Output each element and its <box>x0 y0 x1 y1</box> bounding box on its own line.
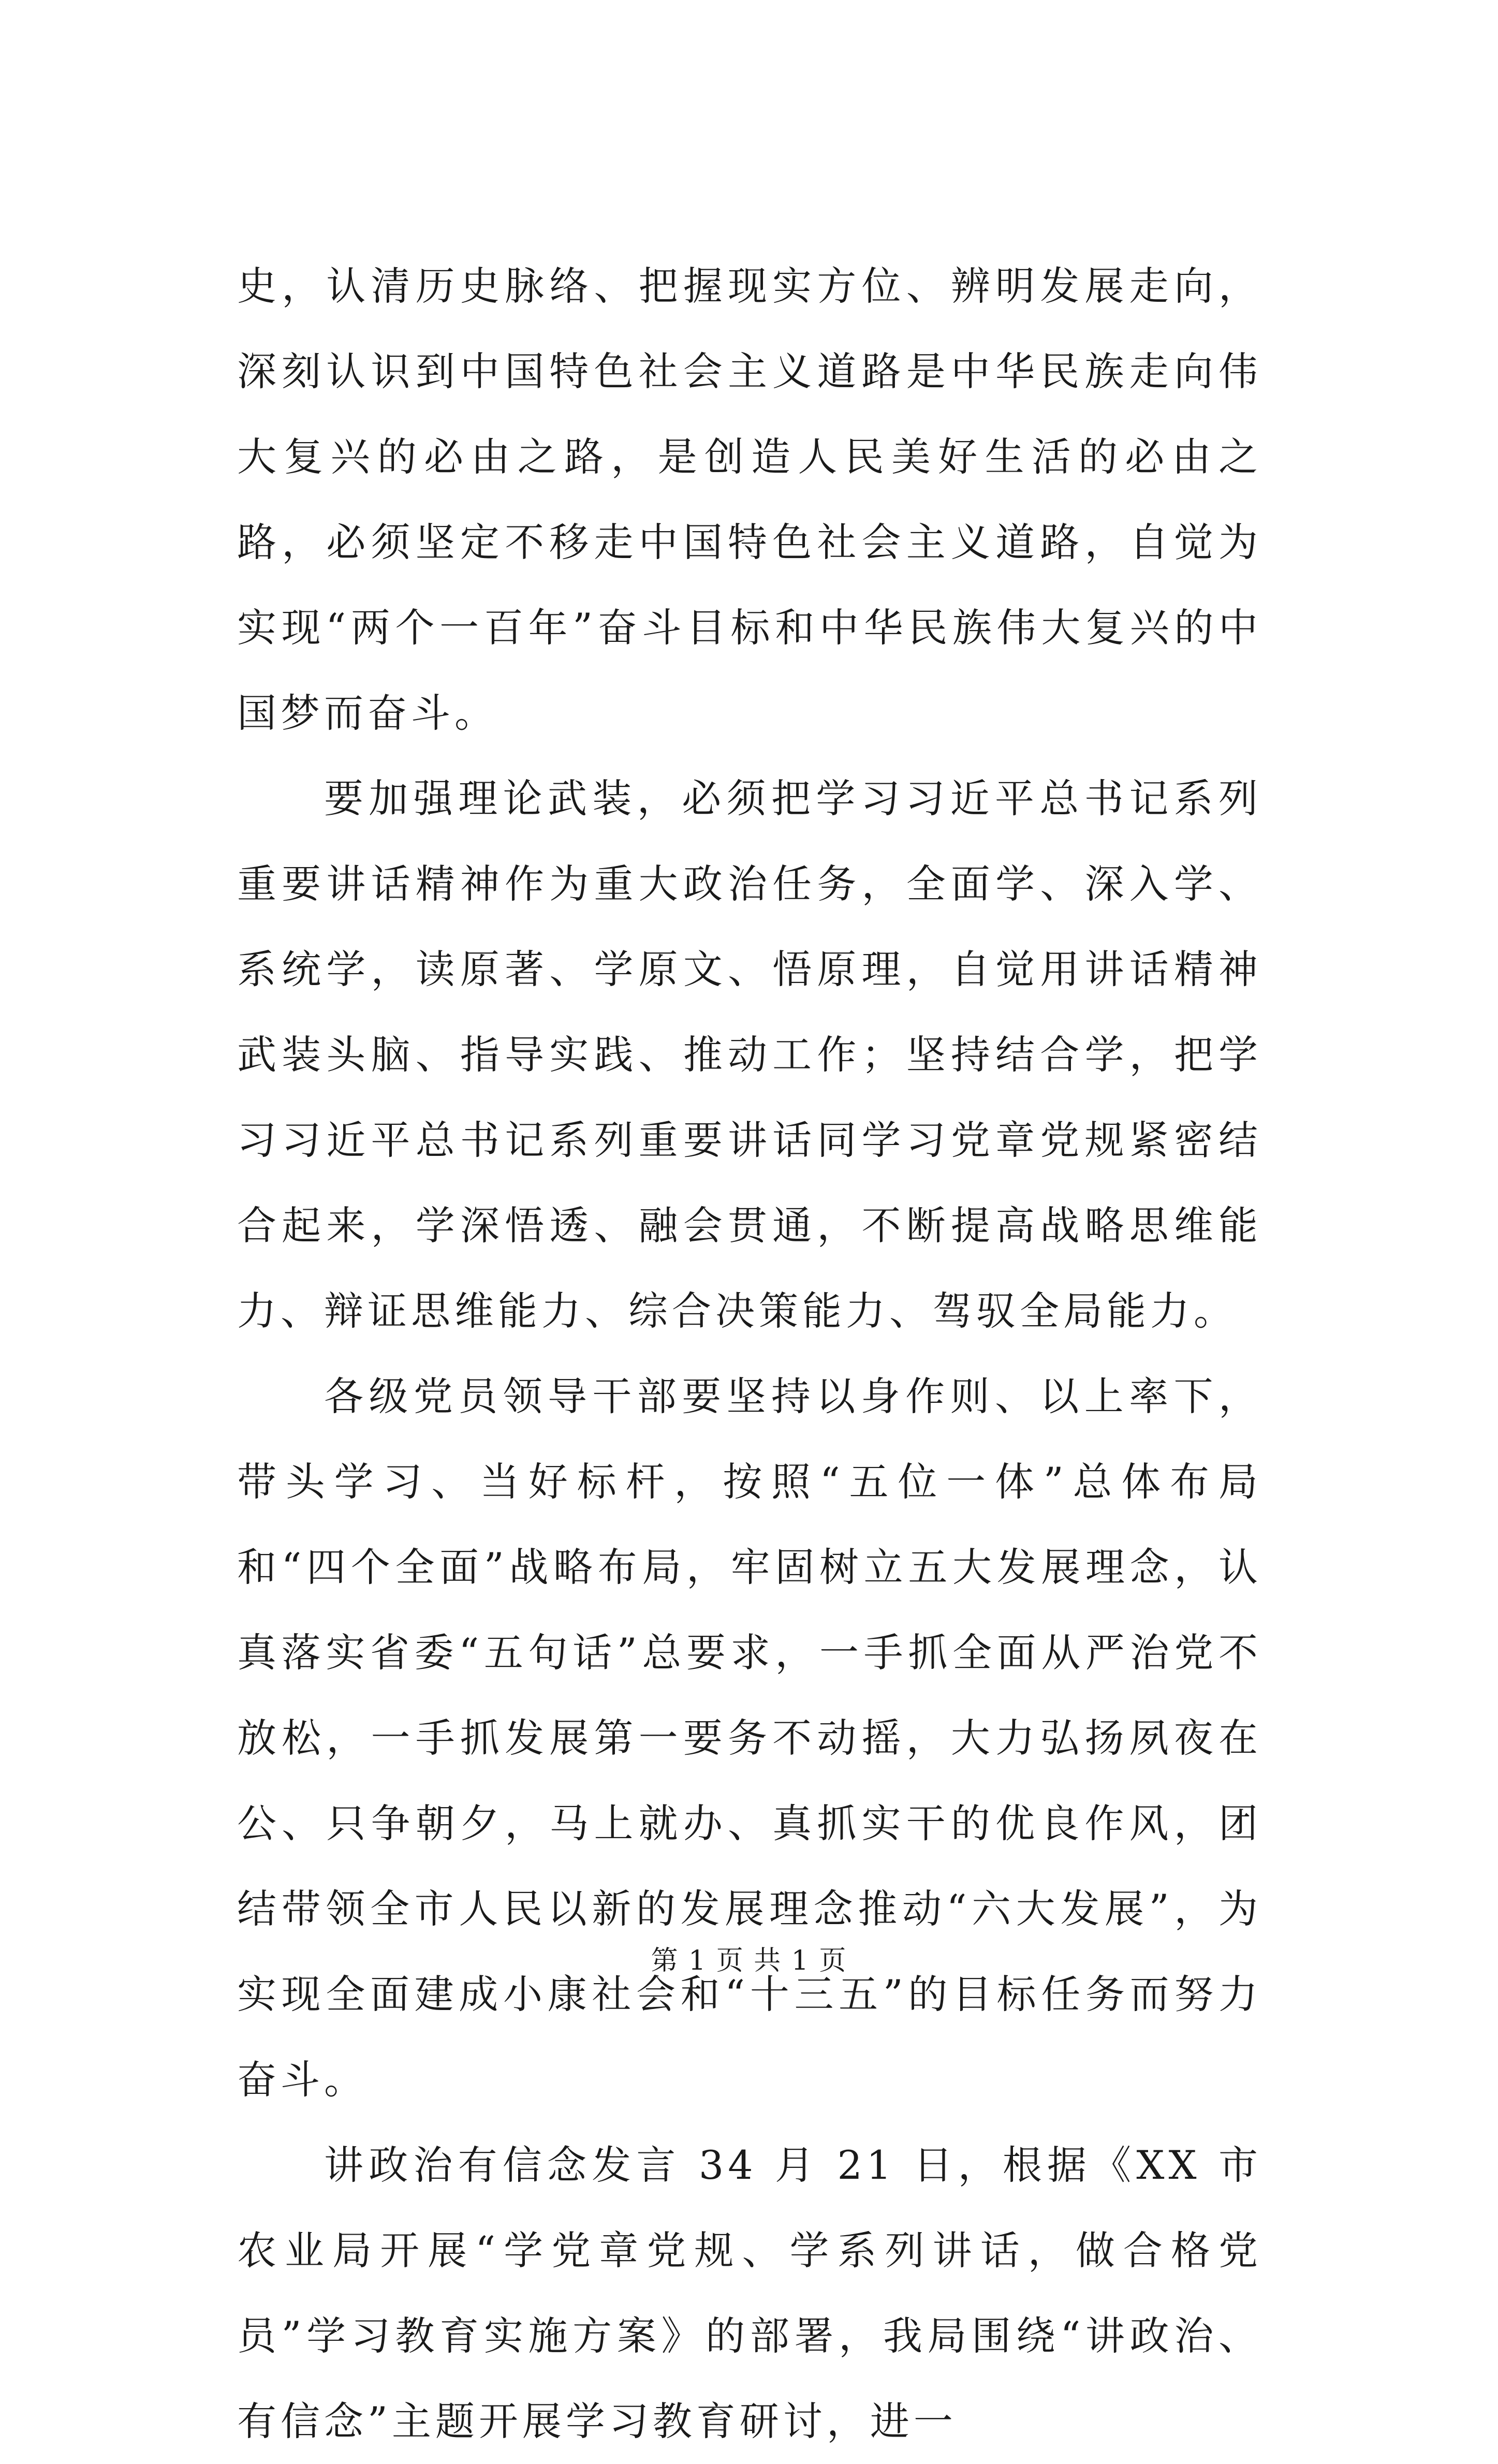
document-body <box>237 243 1262 2464</box>
paragraph-theory-study: 要加强理论武装，必须把学习习近平总书记系列重要讲话精神作为重大政治任务，全面学、深入学、系统学，读原著、学原文、悟原理，自觉用讲话精神武装头脑、指导实践、推动工作；坚持结合学，把学习习近平总书记系列重要讲话同学习党章党规紧密结合起来，学深悟透、融会贯通，不断提高战略思维能力、辩证思维能力、综合决策能力、驾驭全局能力。 <box>237 775 1262 1334</box>
page-footer: 第 1 页 共 1 页 <box>651 1945 847 1976</box>
paragraph-leadership: 各级党员领导干部要坚持以身作则、以上率下，带头学习、当好标杆，按照“五位一体”总体布局和“四个全面”战略布局，牢固树立五大发展理念，认真落实省委“五句话”总要求，一手抓全面从严治党不放松，一手抓发展第一要务不动摇，大力弘扬夙夜在公、只争朝夕，马上就办、真抓实干的优良作风，团结带领全市人民以新的发展理念推动“六大发展”，为实现全面建成小康社会和“十三五”的目标任务而努力奋斗。 <box>237 1373 1262 2103</box>
paragraph-continuation: 史，认清历史脉络、把握现实方位、辨明发展走向，深刻认识到中国特色社会主义道路是中华民族走向伟大复兴的必由之路，是创造人民美好生活的必由之路，必须坚定不移走中国特色社会主义道路，自觉为实现“两个一百年”奋斗目标和中华民族伟大复兴的中国梦而奋斗。 <box>237 263 1262 736</box>
paragraph-speech-intro: 讲政治有信念发言 34 月 21 日，根据《XX 市农业局开展“学党章党规、学系列讲话，做合格党员”学习教育实施方案》的部署，我局围绕“讲政治、有信念”主题开展学习教育研讨，进一 <box>237 2142 1262 2444</box>
